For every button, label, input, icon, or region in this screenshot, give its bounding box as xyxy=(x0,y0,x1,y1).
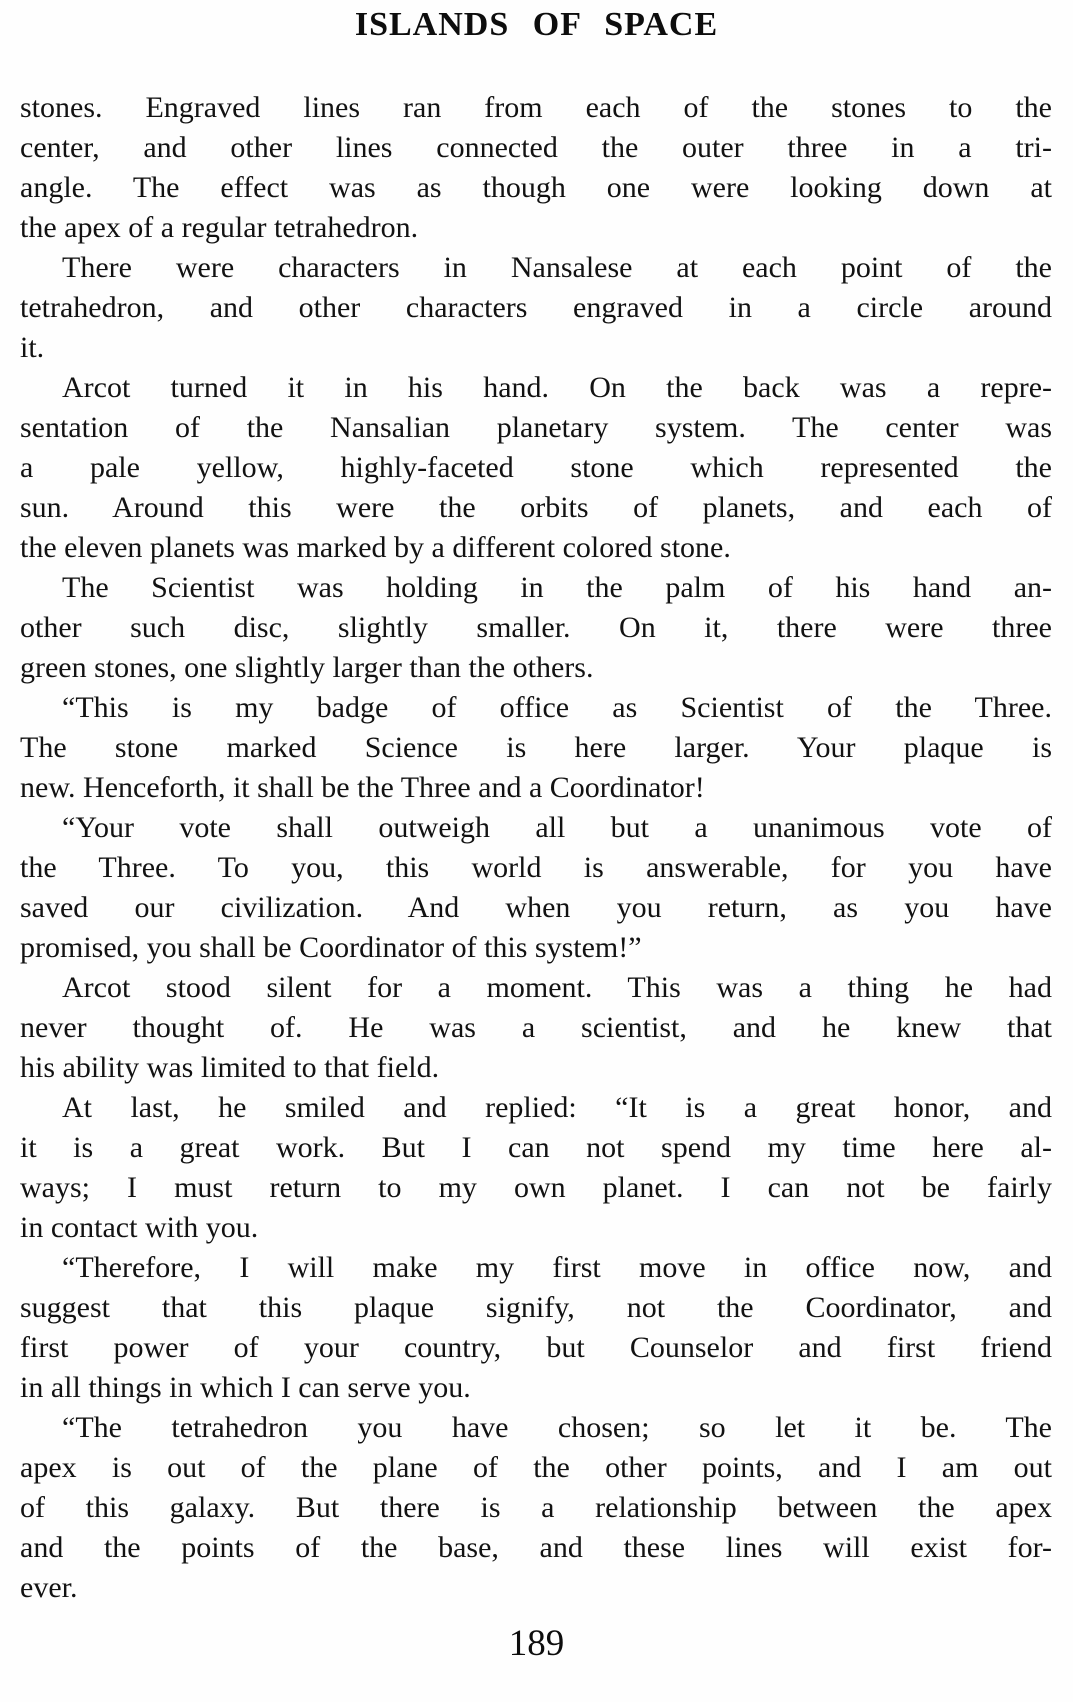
paragraph-4 xyxy=(20,568,1052,688)
text-line: stones. Engraved lines ran from each of the stones to the xyxy=(20,91,1052,124)
text-line: angle. The effect was as though one were looking down at xyxy=(20,171,1052,204)
text-line: and the points of the base, and these lines will exist for- xyxy=(20,1531,1052,1564)
paragraph-8 xyxy=(20,1088,1052,1248)
text-line: sun. Around this were the orbits of planets, and each of xyxy=(20,491,1052,524)
text-line: “Your vote shall outweigh all but a unanimous vote of xyxy=(62,811,1052,844)
running-header: ISLANDS OF SPACE xyxy=(354,6,719,43)
text-line: suggest that this plaque signify, not the Coordinator, and xyxy=(20,1291,1052,1324)
text-line: Arcot stood silent for a moment. This was a thing he had xyxy=(62,971,1052,1004)
text-block xyxy=(20,88,1052,1608)
text-line: The Scientist was holding in the palm of his hand an- xyxy=(62,571,1052,604)
text-line: Arcot turned it in his hand. On the back was a repre- xyxy=(62,371,1052,404)
text-line: in all things in which I can serve you. xyxy=(20,1371,471,1404)
text-line: “Therefore, I will make my first move in office now, and xyxy=(62,1251,1052,1284)
text-line: tetrahedron, and other characters engraved in a circle around xyxy=(20,291,1052,324)
text-line: of this galaxy. But there is a relationship between the apex xyxy=(20,1491,1052,1524)
text-line: his ability was limited to that field. xyxy=(20,1051,440,1084)
text-line: ways; I must return to my own planet. I can not be fairly xyxy=(20,1171,1052,1204)
text-line: the apex of a regular tetrahedron. xyxy=(20,211,419,244)
text-line: it is a great work. But I can not spend my time here al- xyxy=(20,1131,1052,1164)
text-line: There were characters in Nansalese at each point of the xyxy=(62,251,1052,284)
paragraph-5 xyxy=(20,688,1052,808)
text-line: a pale yellow, highly-faceted stone which represented the xyxy=(20,451,1052,484)
text-line: other such disc, slightly smaller. On it, there were three xyxy=(20,611,1052,644)
paragraph-2 xyxy=(20,248,1052,368)
text-line: green stones, one slightly larger than the others. xyxy=(20,651,594,684)
text-line: “This is my badge of office as Scientist of the Three. xyxy=(62,691,1052,724)
paragraph-3 xyxy=(20,368,1052,568)
text-line: the eleven planets was marked by a different colored stone. xyxy=(20,531,731,564)
paragraph-1 xyxy=(20,88,1052,248)
page-number: 189 xyxy=(508,1623,565,1664)
text-line: apex is out of the plane of the other points, and I am out xyxy=(20,1451,1052,1484)
text-line: it. xyxy=(20,331,45,364)
text-line: the Three. To you, this world is answerable, for you have xyxy=(20,851,1052,884)
paragraph-7 xyxy=(20,968,1052,1088)
text-line: At last, he smiled and replied: “It is a great honor, and xyxy=(62,1091,1052,1124)
paragraph-9 xyxy=(20,1248,1052,1408)
paragraph-6 xyxy=(20,808,1052,968)
text-line: ever. xyxy=(20,1571,78,1604)
text-line: in contact with you. xyxy=(20,1211,259,1244)
text-line: first power of your country, but Counselor and first friend xyxy=(20,1331,1052,1364)
text-line: center, and other lines connected the outer three in a tri- xyxy=(20,131,1052,164)
text-line: sentation of the Nansalian planetary system. The center was xyxy=(20,411,1052,444)
paragraph-10 xyxy=(20,1408,1052,1608)
text-line: new. Henceforth, it shall be the Three and a Coordinator! xyxy=(20,771,705,804)
text-line: never thought of. He was a scientist, and he knew that xyxy=(20,1011,1052,1044)
text-line: promised, you shall be Coordinator of this system!” xyxy=(20,931,642,964)
text-line: “The tetrahedron you have chosen; so let it be. The xyxy=(62,1411,1052,1444)
text-line: saved our civilization. And when you return, as you have xyxy=(20,891,1052,924)
text-line: The stone marked Science is here larger. Your plaque is xyxy=(20,731,1052,764)
